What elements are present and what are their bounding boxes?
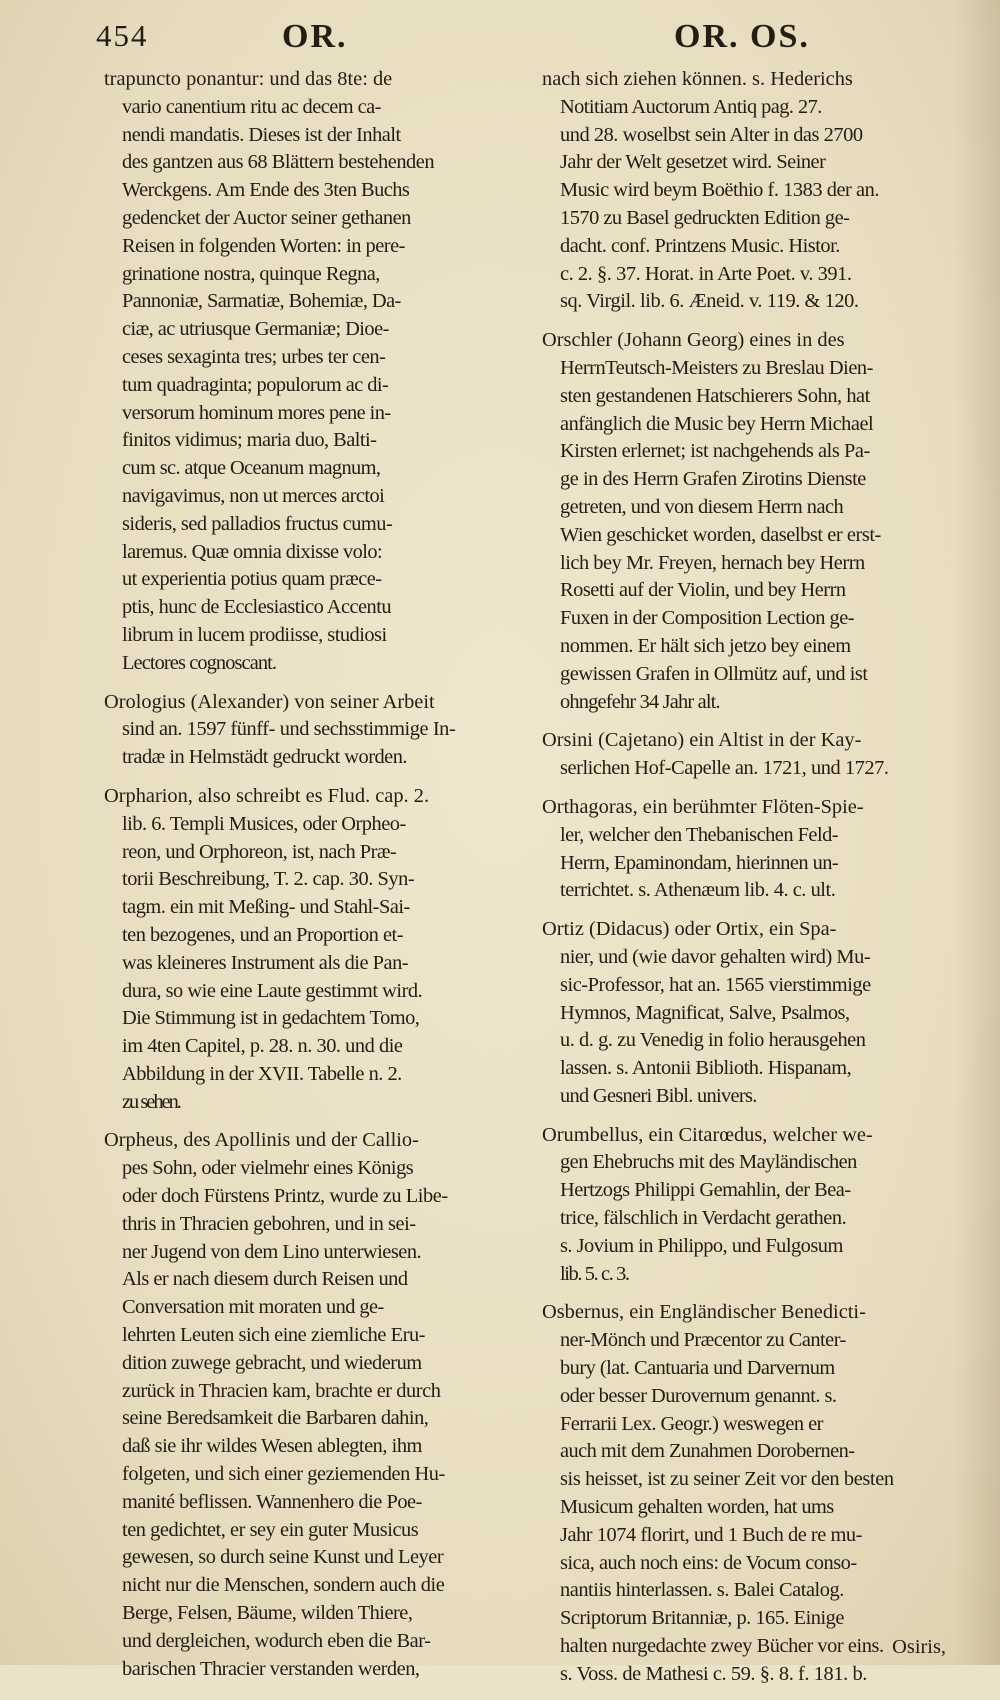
entry-text-line: HerrnTeutsch-Meisters zu Breslau Dien- [560,356,873,379]
entry-text-line: ge in des Herrn Grafen Zirotins Dienste [560,468,866,491]
entry-text-line: serlichen Hof-Capelle an. 1721, und 1727. [560,757,889,780]
entry-text-line: sten gestandenen Hatschierers Sohn, hat [560,384,870,407]
entry-text-line: oder doch Fürstens Printz, wurde zu Libe- [122,1185,448,1208]
entry-text-line: librum in lucem prodiisse, studiosi [122,623,387,646]
dictionary-entry [104,66,522,678]
entry-text-line: trice, fälschlich in Verdacht gerathen. [560,1207,847,1230]
entry-text-line: Als er nach diesem durch Reisen und [122,1268,408,1291]
dictionary-entry [542,916,962,1111]
entry-text-line: nicht nur die Menschen, sondern auch die [122,1574,445,1597]
entry-text-line: zu sehen. [122,1090,180,1113]
entry-text-line: sis heisset, ist zu seiner Zeit vor den besten [560,1468,894,1491]
entry-text-line: daß sie ihr wildes Wesen ablegten, ihm [122,1435,422,1458]
entry-text-line: nommen. Er hält sich jetzo bey einem [560,634,851,657]
entry-text-line: Kirsten erlernet; ist nachgehends als Pa- [560,440,870,463]
entry-text-line: Reisen in folgenden Worten: in pere- [122,234,405,257]
entry-text-line: gewesen, so durch seine Kunst und Leyer [122,1546,444,1569]
entry-text-line: Werckgens. Am Ende des 3ten Buchs [122,179,410,202]
entry-text-line: Rosetti auf der Violin, und bey Herrn [560,579,846,602]
entry-headline: Orologius (Alexander) von seiner Arbeit [104,690,435,713]
entry-text-line: ciæ, ac utriusque Germaniæ; Dioe- [122,318,389,341]
entry-text-line: Jahr 1074 florirt, und 1 Buch de re mu- [560,1523,862,1546]
entry-headline: Ortiz (Didacus) oder Ortix, ein Spa- [542,918,837,941]
entry-text-line: Abbildung in der XVII. Tabelle n. 2. [122,1062,402,1085]
entry-text-line: Conversation mit moraten und ge- [122,1296,384,1319]
entry-text-line: bury (lat. Cantuaria und Darvernum [560,1357,835,1380]
page-number: 454 [96,18,149,53]
entry-text-line: lich bey Mr. Freyen, hernach bey Herrn [560,551,865,574]
entry-text-line: gewissen Grafen in Ollmütz auf, und ist [560,662,868,685]
entry-text-line: Berge, Felsen, Bäume, wilden Thiere, [122,1602,413,1625]
dictionary-entry [542,1122,962,1289]
entry-text-line: ner Jugend von dem Lino unterwiesen. [122,1240,422,1263]
entry-text-line: tum quadraginta; populorum ac di- [122,373,389,396]
entry-text-line: Jahr der Welt gesetzet wird. Seiner [560,151,826,174]
running-header [0,18,1000,68]
entry-text-line: sic-Professor, hat an. 1565 vierstimmige [560,973,871,996]
entry-text-line: zurück in Thracien kam, brachte er durch [122,1379,441,1402]
entry-text-line: cum sc. atque Oceanum magnum, [122,457,381,480]
entry-text-line: Scriptorum Britanniæ, p. 165. Einige [560,1607,844,1630]
entry-text-line: ner-Mönch und Præcentor zu Canter- [560,1329,846,1352]
entry-text-line: thris in Thracien gebohren, und in sei- [122,1212,416,1235]
entry-text-line: Hertzogs Philippi Gemahlin, der Bea- [560,1179,851,1202]
page-gutter-shadow [954,0,1000,1665]
entry-text-line: versorum hominum mores pene in- [122,401,391,424]
entry-text-line: und 28. woselbst sein Alter in das 2700 [560,123,863,146]
entry-text-line: u. d. g. zu Venedig in folio herausgehen [560,1029,866,1052]
entry-text-line: sideris, sed palladios fructus cumu- [122,512,393,535]
entry-text-line: terrichtet. s. Athenæum lib. 4. c. ult. [560,879,836,902]
entry-text-line: nier, und (wie davor gehalten wird) Mu- [560,945,871,968]
right-column-heading: OR. OS. [674,18,810,55]
entry-headline: Orsini (Cajetano) ein Altist in der Kay- [542,729,862,752]
entry-text-line: dacht. conf. Printzens Music. Histor. [560,234,840,257]
entry-text-line: vario canentium ritu ac decem ca- [122,95,381,118]
entry-text-line: Pannoniæ, Sarmatiæ, Bohemiæ, Da- [122,290,401,313]
entry-text-line: sq. Virgil. lib. 6. Æneid. v. 119. & 120. [560,290,859,313]
dictionary-entry [542,327,962,716]
entry-headline: Orschler (Johann Georg) eines in des [542,329,845,352]
entry-text-line: Music wird beym Boëthio f. 1383 der an. [560,179,879,202]
entry-headline: Orpheus, des Apollinis und der Callio- [104,1129,419,1152]
entry-text-line: ptis, hunc de Ecclesiastico Accentu [122,596,392,619]
entry-text-line: c. 2. §. 37. Horat. in Arte Poet. v. 391. [560,262,852,285]
entry-text-line: auch mit dem Zunahmen Dorobernen- [560,1440,855,1463]
entry-text-line: gen Ehebruchs mit des Mayländischen [560,1151,857,1174]
entry-text-line: und Gesneri Bibl. univers. [560,1084,757,1107]
entry-text-line: navigavimus, non ut merces arctoi [122,484,385,507]
entry-text-line: s. Jovium in Philippo, und Fulgosum [560,1234,843,1257]
entry-text-line: des gantzen aus 68 Blättern bestehenden [122,151,435,174]
entry-text-line: oder besser Durovernum genannt. s. [560,1384,837,1407]
catchword: Osiris, [892,1636,946,1658]
entry-text-line: ut experientia potius quam præce- [122,568,382,591]
entry-text-line: halten nurgedachte zwey Bücher vor eins. [560,1635,884,1658]
entry-text-line: Notitiam Auctorum Antiq pag. 27. [560,95,822,118]
entry-headline: trapuncto ponantur: und das 8te: de [104,68,393,90]
entry-text-line: Fuxen in der Composition Lection ge- [560,607,855,630]
entry-text-line: ohngefehr 34 Jahr alt. [560,690,720,713]
right-text-column [542,66,962,1700]
entry-text-line: Herrn, Epaminondam, hierinnen un- [560,851,839,874]
entry-text-line: getreten, und von diesem Herrn nach [560,495,844,518]
dictionary-entry [104,1127,522,1683]
entry-text-line: sind an. 1597 fünff- und sechsstimmige In- [122,718,456,741]
entry-text-line: grinatione nostra, quinque Regna, [122,262,380,285]
entry-text-line: was kleineres Instrument als die Pan- [122,951,409,974]
entry-text-line: dura, so wie eine Laute gestimmt wird. [122,979,423,1002]
entry-text-line: manité beflissen. Wannenhero die Poe- [122,1490,422,1513]
entry-text-line: sica, auch noch eins: de Vocum conso- [560,1551,857,1574]
dictionary-entry [104,783,522,1117]
entry-headline: Orpharion, also schreibt es Flud. cap. 2. [104,784,430,807]
entry-text-line: Die Stimmung ist in gedachtem Tomo, [122,1007,420,1030]
entry-text-line: ler, welcher den Thebanischen Feld- [560,823,839,846]
dictionary-entry [542,727,962,783]
entry-text-line: pes Sohn, oder vielmehr eines Königs [122,1157,414,1180]
entry-text-line: reon, und Orphoreon, ist, nach Præ- [122,840,397,863]
entry-text-line: s. Voss. de Mathesi c. 59. §. 8. f. 181. b. [560,1662,867,1685]
entry-text-line: tagm. ein mit Meßing- und Stahl-Sai- [122,896,410,919]
entry-headline: Orumbellus, ein Citarœdus, welcher we- [542,1123,873,1146]
entry-text-line: und dergleichen, wodurch eben die Bar- [122,1629,431,1652]
entry-text-line: Wien geschicket worden, daselbst er erst- [560,523,881,546]
entry-headline: nach sich ziehen können. s. Hederichs [542,68,853,90]
entry-text-line: lib. 5. c. 3. [560,1262,629,1285]
entry-text-line: im 4ten Capitel, p. 28. n. 30. und die [122,1035,403,1058]
entry-text-line: Hymnos, Magnificat, Salve, Psalmos, [560,1001,850,1024]
entry-text-line: tradæ in Helmstädt gedruckt worden. [122,746,407,769]
entry-text-line: Ferrarii Lex. Geogr.) weswegen er [560,1412,823,1435]
left-column-heading: OR. [282,18,348,55]
entry-headline: Orthagoras, ein berühmter Flöten-Spie- [542,795,864,818]
entry-text-line: nantiis hinterlassen. s. Balei Catalog. [560,1579,844,1602]
entry-text-line: ceses sexaginta tres; urbes ter cen- [122,345,386,368]
entry-text-line: folgeten, und sich einer geziemenden Hu- [122,1463,445,1486]
dictionary-entry [542,1299,962,1688]
entry-text-line: lassen. s. Antonii Biblioth. Hispanam, [560,1057,852,1080]
entry-text-line: lehrten Leuten sich eine ziemliche Eru- [122,1324,426,1347]
entry-text-line: dition zuwege gebracht, und wiederum [122,1351,422,1374]
entry-text-line: Musicum gehalten worden, hat ums [560,1496,834,1519]
entry-text-line: ten gedichtet, er sey ein guter Musicus [122,1518,419,1541]
entry-text-line: nendi mandatis. Dieses ist der Inhalt [122,123,401,146]
entry-text-line: gedencket der Auctor seiner gethanen [122,206,411,229]
left-text-column [104,66,522,1694]
entry-text-line: Lectores cognoscant. [122,651,277,674]
dictionary-entry [542,66,962,316]
entry-text-line: ten bezogenes, und an Proportion et- [122,923,403,946]
entry-text-line: finitos vidimus; maria duo, Balti- [122,429,377,452]
entry-text-line: lib. 6. Templi Musices, oder Orpheo- [122,812,406,835]
dictionary-entry [542,794,962,905]
entry-text-line: torii Beschreibung, T. 2. cap. 30. Syn- [122,868,415,891]
entry-headline: Osbernus, ein Engländischer Benedicti- [542,1301,866,1324]
entry-text-line: anfänglich die Music bey Herrn Michael [560,412,874,435]
entry-text-line: 1570 zu Basel gedruckten Edition ge- [560,206,850,229]
entry-text-line: laremus. Quæ omnia dixisse volo: [122,540,383,563]
entry-text-line: seine Beredsamkeit die Barbaren dahin, [122,1407,429,1430]
dictionary-entry [104,689,522,772]
entry-text-line: barischen Thracier verstanden werden, [122,1657,420,1680]
